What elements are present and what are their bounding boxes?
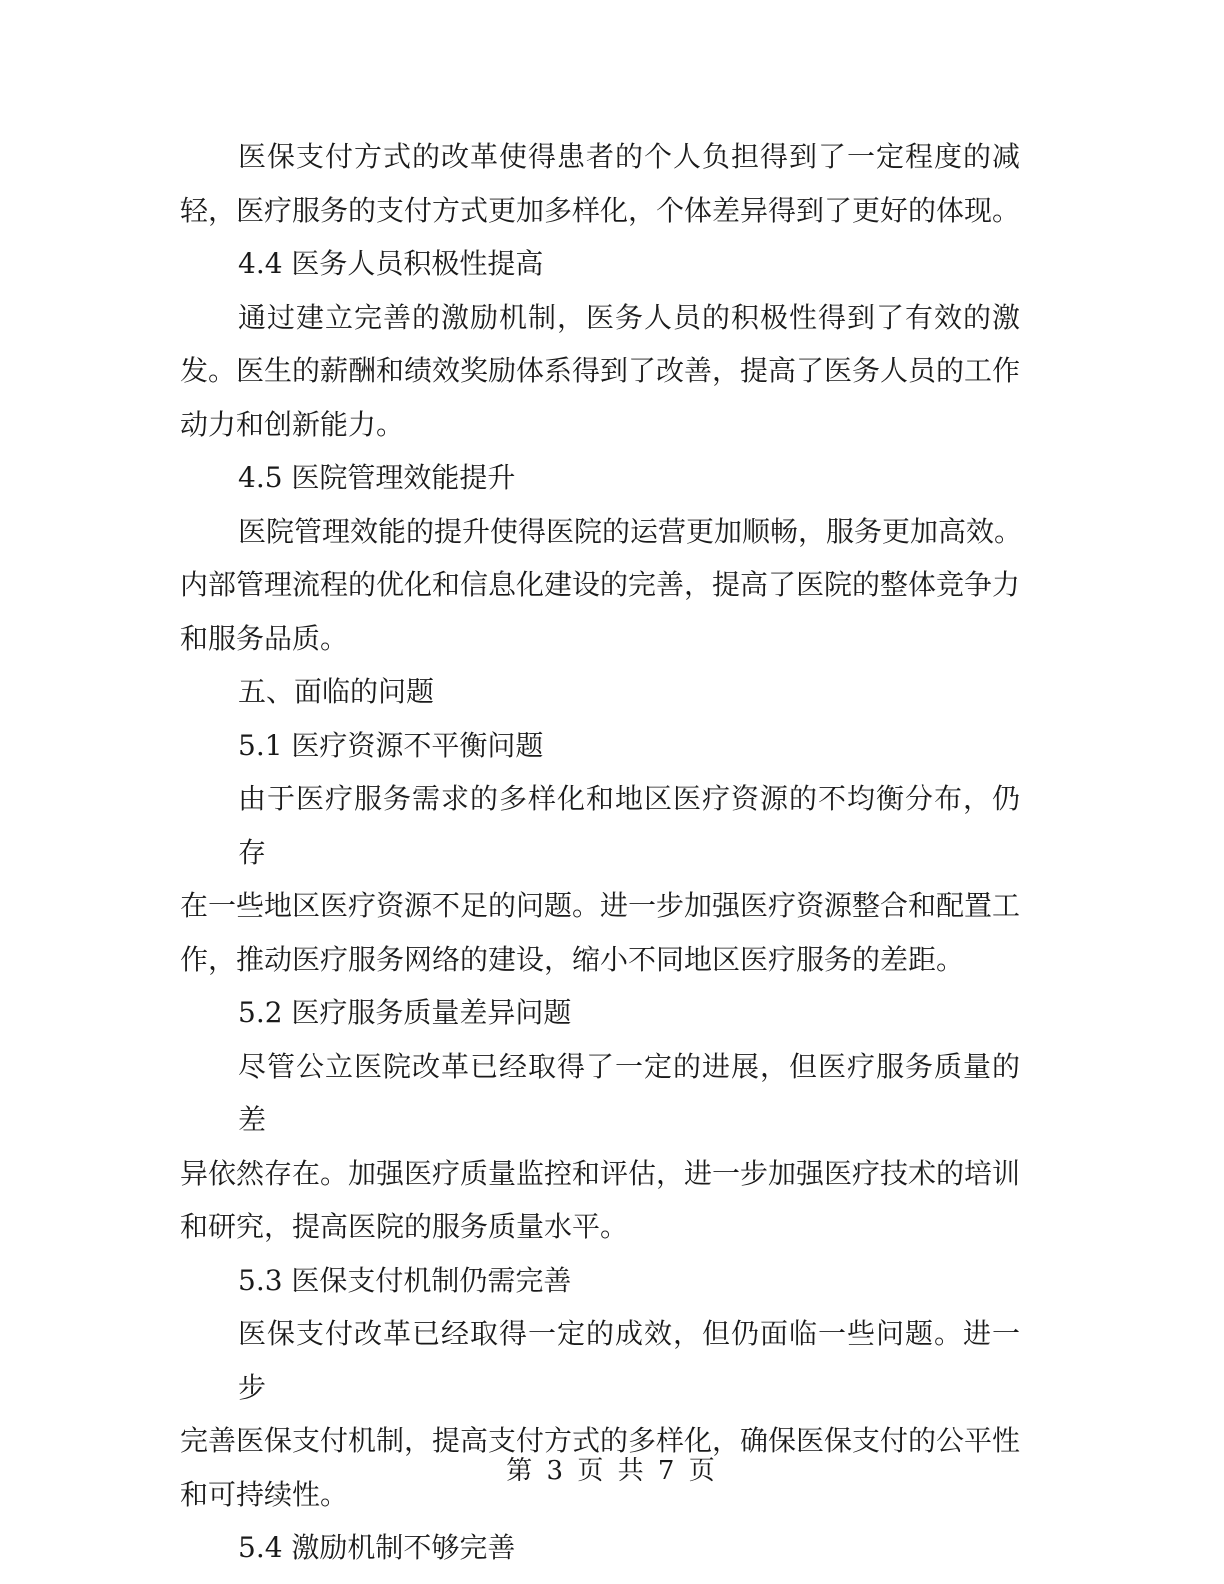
text-line: 5.3 医保支付机制仍需完善 bbox=[238, 1263, 572, 1297]
text-line: 5.1 医疗资源不平衡问题 bbox=[238, 728, 544, 762]
text-line: 和研究，提高医院的服务质量水平。 bbox=[180, 1210, 629, 1243]
text-line: 4.4 医务人员积极性提高 bbox=[238, 247, 544, 280]
text-line: 医院管理效能的提升使得医院的运营更加顺畅，服务更加高效。 bbox=[238, 514, 1023, 548]
text-line: 五、面临的问题 bbox=[238, 675, 435, 708]
text-line: 5.2 医疗服务质量差异问题 bbox=[238, 996, 572, 1029]
text-line: 医保支付改革已经取得一定的成效，但仍面临一些问题。进一步 bbox=[238, 1317, 1020, 1404]
text-line: 尽管公立医院改革已经取得了一定的进展，但医疗服务质量的差 bbox=[238, 1049, 1020, 1136]
text-line: 异依然存在。加强医疗质量监控和评估，进一步加强医疗技术的培训 bbox=[180, 1156, 1021, 1190]
text-line: 5.4 激励机制不够完善 bbox=[238, 1531, 516, 1564]
page-footer: 第 3 页 共 7 页 bbox=[506, 1456, 718, 1486]
text-line: 由于医疗服务需求的多样化和地区医疗资源的不均衡分布，仍存 bbox=[238, 782, 1020, 869]
document-body bbox=[180, 130, 1023, 1575]
text-line: 动力和创新能力。 bbox=[180, 407, 405, 441]
text-line: 发。医生的薪酬和绩效奖励体系得到了改善，提高了医务人员的工作 bbox=[180, 354, 1021, 387]
text-line: 内部管理流程的优化和信息化建设的完善，提高了医院的整体竞争力 bbox=[180, 568, 1021, 601]
text-line: 医保支付方式的改革使得患者的个人负担得到了一定程度的减 bbox=[238, 140, 1020, 173]
text-line: 4.5 医院管理效能提升 bbox=[238, 461, 516, 494]
text-line: 轻，医疗服务的支付方式更加多样化，个体差异得到了更好的体现。 bbox=[180, 193, 1021, 227]
text-line: 和可持续性。 bbox=[180, 1477, 349, 1511]
text-line: 完善医保支付机制，提高支付方式的多样化，确保医保支付的公平性 bbox=[180, 1424, 1021, 1457]
text-line: 在一些地区医疗资源不足的问题。进一步加强医疗资源整合和配置工 bbox=[180, 889, 1021, 922]
text-line: 和服务品质。 bbox=[180, 621, 349, 655]
text-line: 作，推动医疗服务网络的建设，缩小不同地区医疗服务的差距。 bbox=[180, 942, 965, 976]
text-line: 通过建立完善的激励机制，医务人员的积极性得到了有效的激 bbox=[238, 300, 1020, 334]
